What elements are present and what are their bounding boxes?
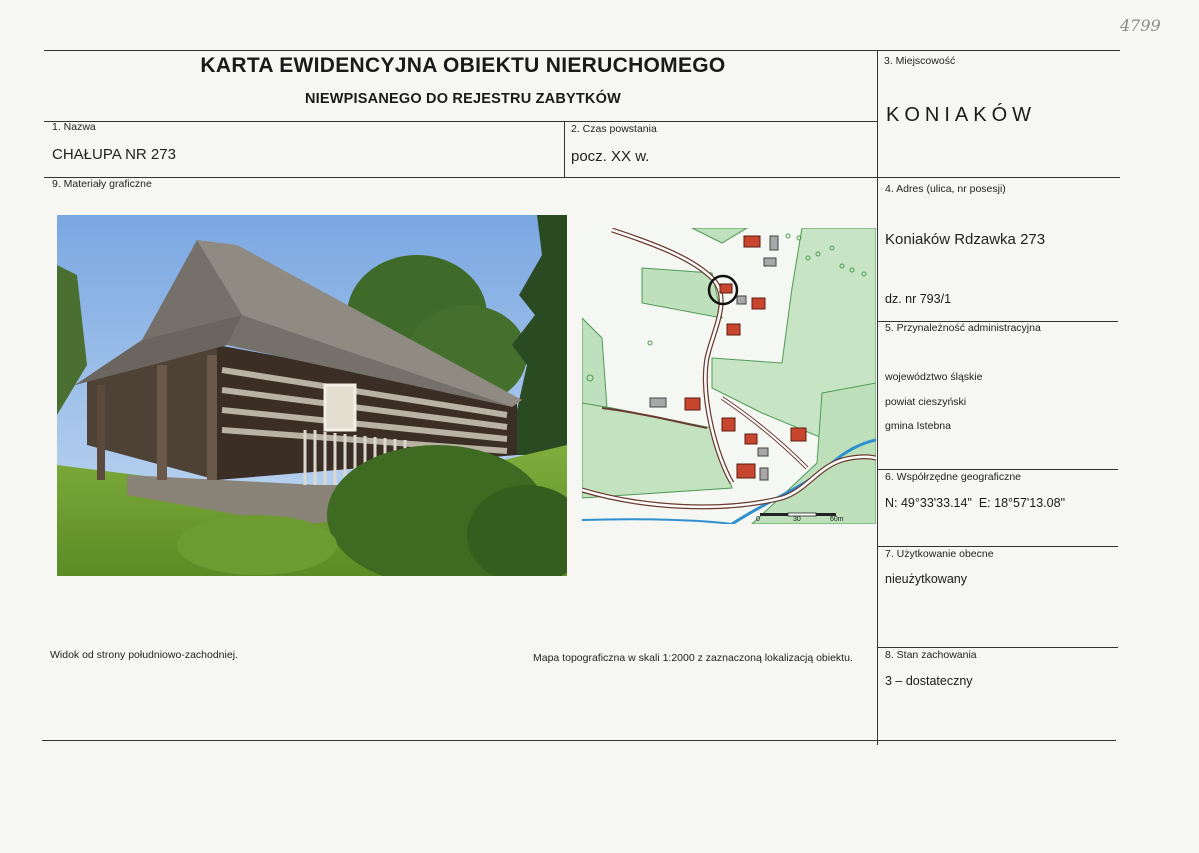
usage-label: 7. Użytkowanie obecne	[885, 548, 994, 560]
condition-value: 3 – dostateczny	[885, 674, 973, 688]
county: powiat cieszyński	[885, 396, 967, 408]
commune: gmina Istebna	[885, 420, 951, 432]
scale-tick-30: 30	[793, 516, 801, 523]
graphics-label: 9. Materiały graficzne	[52, 178, 152, 190]
scale-tick-0: 0	[756, 516, 760, 523]
usage-value: nieużytkowany	[885, 572, 967, 586]
address-label: 4. Adres (ulica, nr posesji)	[885, 183, 1006, 195]
scale-tick-60: 60m	[830, 516, 844, 523]
name-date-divider	[564, 121, 565, 178]
admin-label: 5. Przynależność administracyjna	[885, 322, 1041, 334]
header-rule	[44, 121, 878, 122]
top-rule	[44, 50, 1120, 51]
coords-value: N: 49°33'33.14" E: 18°57'13.08"	[885, 496, 1066, 510]
card-subtitle: NIEWPISANEGO DO REJESTRU ZABYTKÓW	[305, 91, 621, 107]
name-value: CHAŁUPA NR 273	[52, 146, 176, 163]
name-label: 1. Nazwa	[52, 121, 96, 133]
name-row-rule	[44, 177, 1120, 178]
address-value: Koniaków Rdzawka 273	[885, 231, 1046, 248]
date-value: pocz. XX w.	[571, 148, 650, 165]
photo-caption: Widok od strony południowo-zachodniej.	[50, 649, 238, 661]
right-column-divider	[877, 50, 878, 745]
locality-value: KONIAKÓW	[886, 104, 1037, 126]
condition-label: 8. Stan zachowania	[885, 649, 977, 661]
map-caption: Mapa topograficzna w skali 1:2000 z zaznaczoną lokalizacją obiektu.	[533, 652, 853, 664]
plot-number: dz. nr 793/1	[885, 292, 952, 306]
coords-rule	[878, 546, 1118, 547]
usage-rule	[878, 647, 1118, 648]
date-label: 2. Czas powstania	[571, 123, 657, 135]
card-title: KARTA EWIDENCYJNA OBIEKTU NIERUCHOMEGO	[200, 54, 726, 77]
locality-label: 3. Miejscowość	[884, 55, 956, 67]
admin-rule	[878, 469, 1118, 470]
house-photo	[57, 215, 567, 576]
archive-number: 4799	[1120, 16, 1161, 35]
voivodeship: województwo śląskie	[885, 371, 983, 383]
bottom-rule	[42, 740, 1116, 741]
location-map	[582, 228, 876, 524]
coords-label: 6. Współrzędne geograficzne	[885, 471, 1021, 483]
